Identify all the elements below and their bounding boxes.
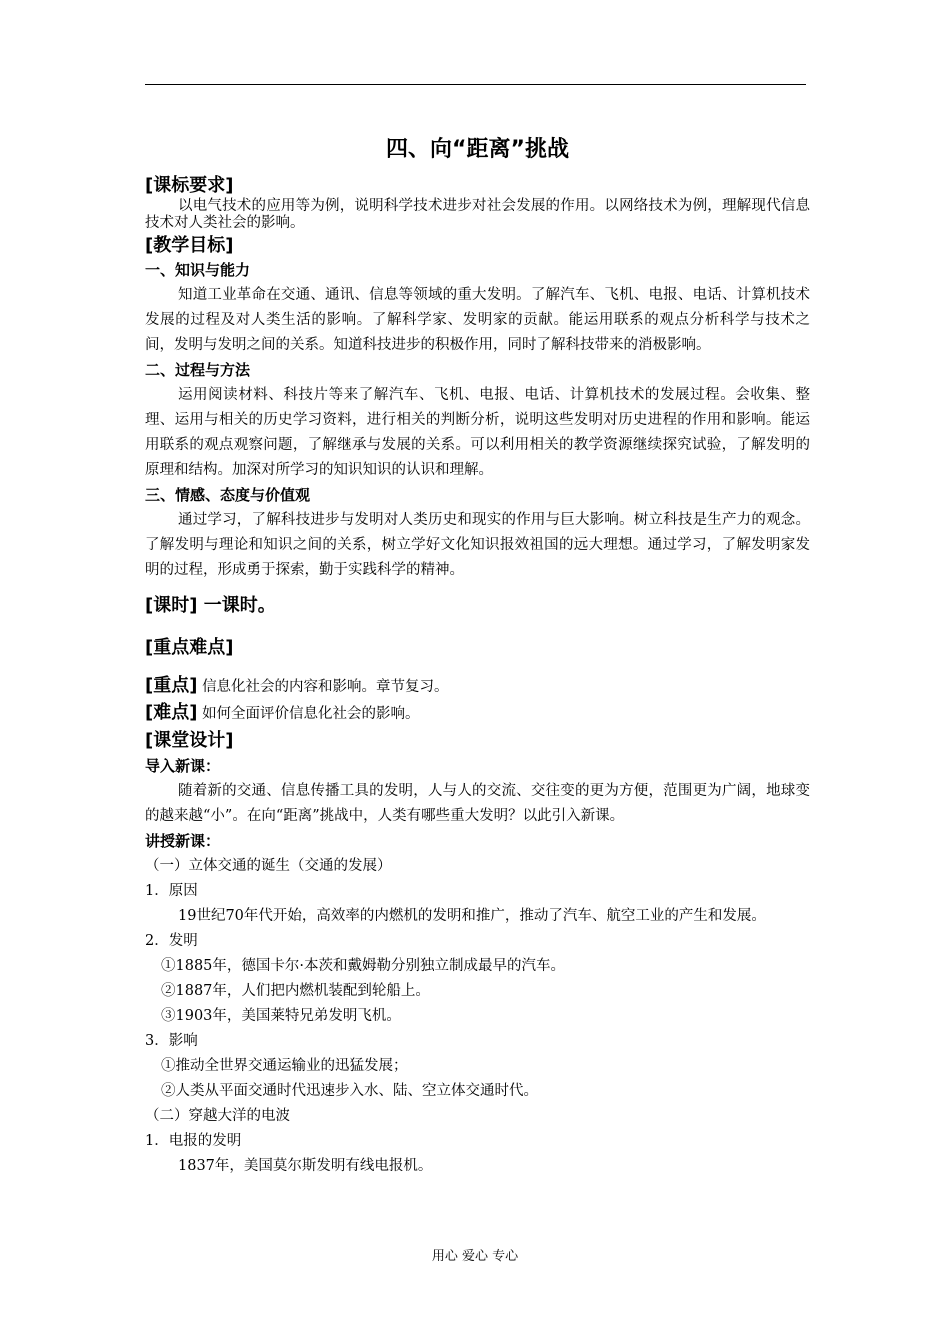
keshi-line bbox=[145, 587, 810, 625]
zhongdian-heading: [重点难点] bbox=[145, 637, 234, 658]
part1-item3-b: ②人类从平面交通时代迅速步入水、陆、空立体交通时代。 bbox=[161, 1083, 538, 1099]
jiangshou-heading: 讲授新课： bbox=[145, 832, 221, 850]
key-label: [重点] bbox=[145, 675, 198, 696]
zhishi-text: 知道工业革命在交通、通讯、信息等领域的重大发明。了解汽车、飞机、电报、电话、计算机技术发展的过程及对人类生活的影响。了解科学家、发明家的贡献。能运用联系的观点分析科学与技术之间，发明与发明之间的关系。知道科技进步的积极作用，同时了解科技带来的消极影响。 bbox=[145, 287, 810, 353]
daoru-text: 随着新的交通、信息传播工具的发明，人与人的交流、交往变的更为方便，范围更为广阔，地球变的越来越“小”。在向“距离”挑战中，人类有哪些重大发明？以此引入新课。 bbox=[145, 783, 810, 824]
page-footer: 用心 爱心 专心 bbox=[431, 1249, 519, 1264]
keshi-value: 一课时。 bbox=[203, 595, 276, 616]
diff-label: [难点] bbox=[145, 702, 198, 723]
daoru-heading: 导入新课： bbox=[145, 757, 221, 775]
part1-item3: 3．影响 bbox=[145, 1033, 198, 1049]
key-point bbox=[145, 673, 810, 700]
difficult-point bbox=[145, 700, 810, 727]
part1-item1-text: 19世纪70年代开始，高效率的内燃机的发明和推广，推动了汽车、航空工业的产生和发展。 bbox=[178, 908, 766, 924]
page-title: 四、向“距离”挑战 bbox=[386, 137, 569, 162]
part1-item2-a: ①1885年，德国卡尔·本茨和戴姆勒分别独立制成最早的汽车。 bbox=[161, 958, 566, 974]
zhishi-heading: 一、知识与能力 bbox=[145, 261, 251, 279]
part1-item3-a: ①推动全世界交通运输业的迅猛发展； bbox=[161, 1058, 408, 1074]
part1-item2-c: ③1903年，美国莱特兄弟发明飞机。 bbox=[161, 1008, 401, 1024]
mubiao-heading: [教学目标] bbox=[145, 235, 234, 256]
part2-item1: 1．电报的发明 bbox=[145, 1133, 242, 1149]
document-body bbox=[145, 128, 810, 1179]
kebiao-heading: [课标要求] bbox=[145, 175, 234, 196]
key-text: 信息化社会的内容和影响。章节复习。 bbox=[202, 679, 449, 695]
part1-item2: 2．发明 bbox=[145, 933, 198, 949]
diff-text: 如何全面评价信息化社会的影响。 bbox=[202, 706, 420, 722]
part1-title: （一）立体交通的诞生（交通的发展） bbox=[145, 858, 392, 874]
kebiao-text: 以电气技术的应用等为例，说明科学技术进步对社会发展的作用。以网络技术为例，理解现代信息技术对人类社会的影响。 bbox=[145, 198, 810, 231]
qinggan-heading: 三、情感、态度与价值观 bbox=[145, 486, 311, 504]
qinggan-text: 通过学习，了解科技进步与发明对人类历史和现实的作用与巨大影响。树立科技是生产力的观念。了解发明与理论和知识之间的关系，树立学好文化知识报效祖国的远大理想。通过学习，了解发明家发明的过程，形成勇于探索，勤于实践科学的精神。 bbox=[145, 512, 810, 578]
part1-item2-b: ②1887年，人们把内燃机装配到轮船上。 bbox=[161, 983, 430, 999]
keshi-label: [课时] bbox=[145, 595, 198, 616]
guocheng-heading: 二、过程与方法 bbox=[145, 361, 251, 379]
guocheng-text: 运用阅读材料、科技片等来了解汽车、飞机、电报、电话、计算机技术的发展过程。会收集、整理、运用与相关的历史学习资料，进行相关的判断分析，说明这些发明对历史进程的作用和影响。能运用联系的观点观察问题，了解继承与发展的关系。可以利用相关的教学资源继续探究试验，了解发明的原理和结构。加深对所学习的知识知识的认识和理解。 bbox=[145, 387, 810, 478]
header-rule bbox=[145, 84, 806, 85]
part2-item1-text: 1837年，美国莫尔斯发明有线电报机。 bbox=[178, 1158, 433, 1174]
part1-item1: 1．原因 bbox=[145, 883, 198, 899]
part2-title: （二）穿越大洋的电波 bbox=[145, 1108, 290, 1124]
ketang-heading: [课堂设计] bbox=[145, 730, 234, 751]
